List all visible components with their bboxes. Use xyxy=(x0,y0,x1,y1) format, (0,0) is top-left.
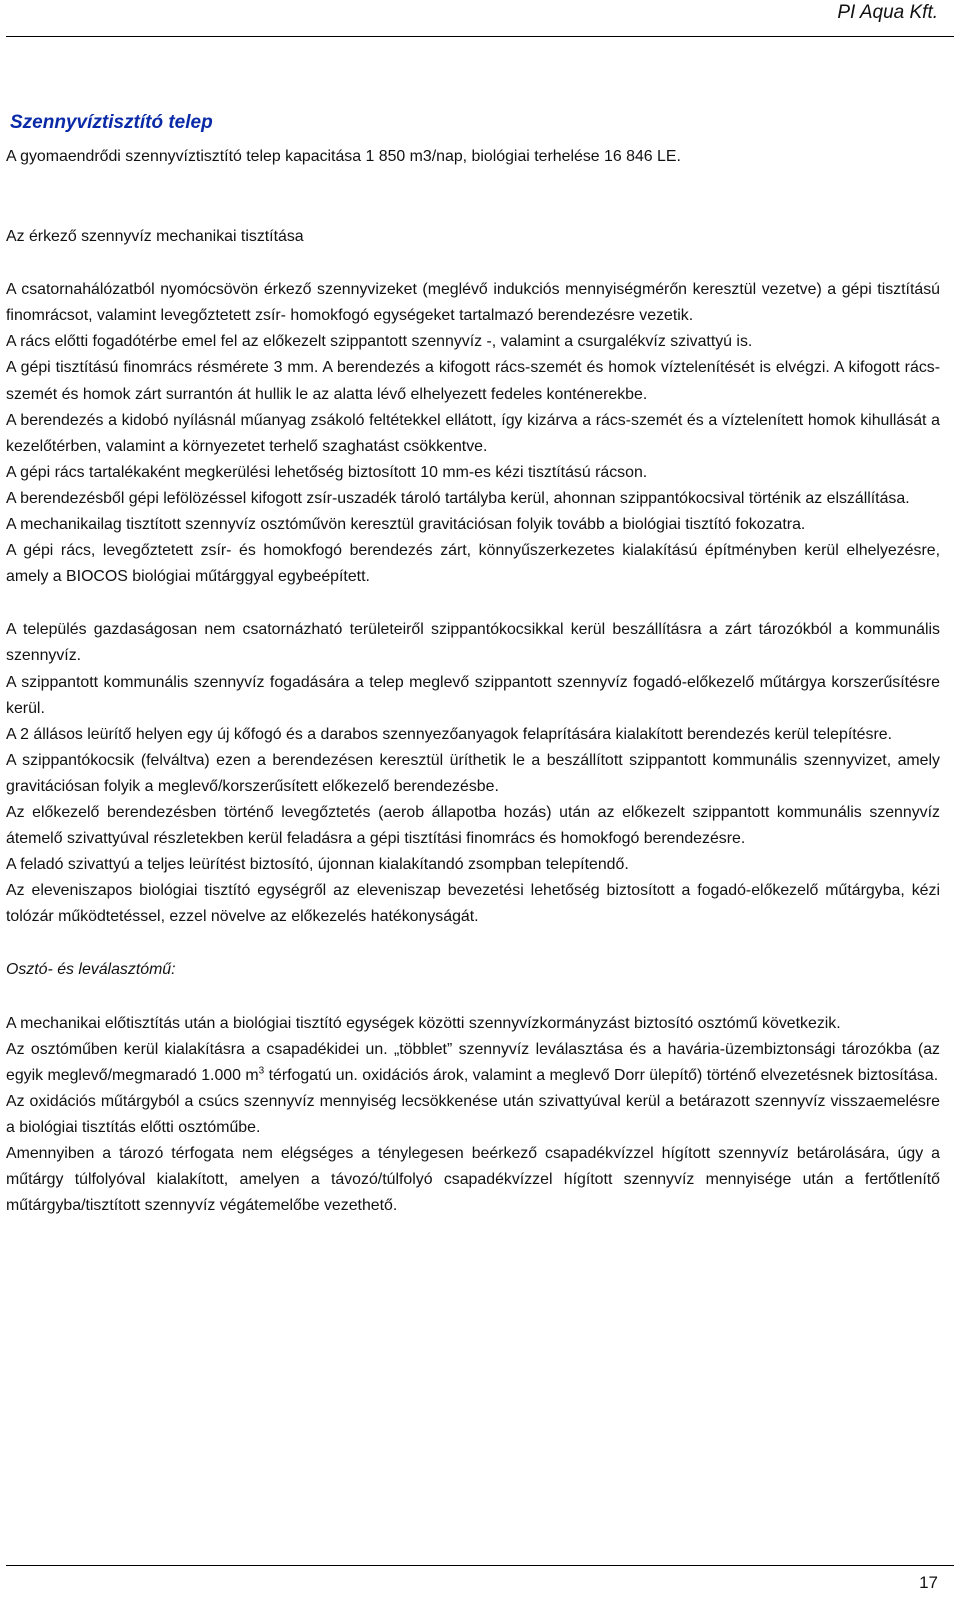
paragraph: Amennyiben a tározó térfogata nem elégséges a ténylegesen beérkező csapadékvízzel hígított szennyvíz betárolására, úgy a műtárgy túlfolyóval kialakított, amelyen a távozó/túlfolyó csapadékvízzel hígított szennyvíz mennyisége után a fertőtlenítő műtárgyba/tisztított szennyvíz végátemelőbe vezethető. xyxy=(6,1145,940,1215)
paragraph: A mechanikailag tisztított szennyvíz osztóművön keresztül gravitációsan folyik tovább a biológiai tisztító fokozatra. xyxy=(6,516,806,534)
section-heading-mechanical: Az érkező szennyvíz mechanikai tisztítása xyxy=(6,228,304,246)
superscript: 3 xyxy=(258,1065,265,1077)
intro-paragraph: A gyomaendrődi szennyvíztisztító telep kapacitása 1 850 m3/nap, biológiai terhelése 16 846 LE. xyxy=(6,148,681,165)
paragraph: A gépi rács tartalékaként megkerülési lehetőség biztosított 10 mm-es kézi tisztítású rácson. xyxy=(6,463,648,481)
paragraph-text: térfogatú un. oxidációs árok, valamint a meglevő Dorr ülepítő) történő elvezetésnek biztosítása. xyxy=(264,1066,939,1084)
page-title: Szennyvíztisztító telep xyxy=(10,112,213,133)
paragraph xyxy=(6,1037,940,1089)
paragraph: A gépi tisztítású finomrács résmérete 3 mm. A berendezés a kifogott rács-szemét és homok víztelenítését is elvégzi. A kifogott rács-szemét és homok zárt surrantón át hullik le az alatta lévő elhelyezett fedeles konténerekbe. xyxy=(6,359,940,403)
paragraph: Az oxidációs műtárgyból a csúcs szennyvíz mennyiség lecsökkenése után szivattyúval kerül a betárazott szennyvíz visszaemelésre a biológiai tisztítás előtti osztóműbe. xyxy=(6,1092,940,1136)
paragraph-text: Az osztóműben kerül kialakításra a csapadékidei un. „többlet” szennyvíz leválasztása és a havária-üzembiztonsági tározókba (az egyik meglevő/megmaradó 1.000 m xyxy=(6,1040,940,1084)
header-company: PI Aqua Kft. xyxy=(837,2,938,23)
header-rule xyxy=(6,36,954,37)
paragraph: A gépi rács, levegőztetett zsír- és homokfogó berendezés zárt, könnyűszerkezetes kialakítású építményben kerül elhelyezésre, amely a BIOCOS biológiai műtárggyal egybeépített. xyxy=(6,542,940,586)
paragraph: A berendezés a kidobó nyílásnál műanyag zsákoló feltétekkel ellátott, így kizárva a rács-szemét és a víztelenített homok kihullását a kezelőtérben, valamint a környezetet terhelő szaghatást csökkentve. xyxy=(6,411,940,455)
paragraph: A szippantott kommunális szennyvíz fogadására a telep meglevő szippantott szennyvíz fogadó-előkezelő műtárgya korszerűsítésre kerül. xyxy=(6,673,940,717)
section-heading-divider: Osztó- és leválasztómű: xyxy=(6,961,176,979)
page-number: 17 xyxy=(919,1573,938,1592)
paragraph: A település gazdaságosan nem csatornázható területeiről szippantókocsikkal kerül beszállításra a zárt tározókból a kommunális szennyvíz. xyxy=(6,621,940,665)
page-body xyxy=(6,112,940,1219)
paragraph: A mechanikai előtisztítás után a biológiai tisztító egységek közötti szennyvízkormányzást biztosító osztómű következik. xyxy=(6,1014,841,1032)
paragraph: A berendezésből gépi lefölözéssel kifogott zsír-uszadék tároló tartályba kerül, ahonnan szippantókocsival történik az elszállítása. xyxy=(6,489,910,507)
paragraph: A csatornahálózatból nyomócsövön érkező szennyvizeket (meglévő indukciós mennyiségmérőn keresztül vezetve) a gépi tisztítású finomrácsot, valamint levegőztetett zsír- homokfogó egységeket tartalmazó berendezésre vezetik. xyxy=(6,281,940,325)
footer-rule xyxy=(6,1565,954,1566)
paragraph: A feladó szivattyú a teljes leürítést biztosító, újonnan kialakítandó zsompban telepítendő. xyxy=(6,856,629,874)
paragraph: A szippantókocsik (felváltva) ezen a berendezésen keresztül üríthetik le a beszállított szippantott kommunális szennyvizet, amely gravitációsan folyik a meglevő/korszerűsített előkezelő berendezésbe. xyxy=(6,751,940,795)
paragraph: Az előkezelő berendezésben történő levegőztetés (aerob állapotba hozás) után az előkezelt szippantott kommunális szennyvíz átemelő szivattyúval részletekben kerül feladásra a gépi tisztítási finomrács és homokfogó berendezésre. xyxy=(6,803,940,848)
paragraph: Az eleveniszapos biológiai tisztító egységről az eleveniszap bevezetési lehetőség biztosított a fogadó-előkezelő műtárgyba, kézi tolózár működtetéssel, ezzel növelve az előkezelés hatékonyságát. xyxy=(6,882,940,926)
paragraph: A rács előtti fogadótérbe emel fel az előkezelt szippantott szennyvíz -, valamint a csurgalékvíz szivattyú is. xyxy=(6,333,753,351)
paragraph: A 2 állásos leürítő helyen egy új kőfogó és a darabos szennyezőanyagok felaprítására kialakított berendezés kerül telepítésre. xyxy=(6,725,893,743)
